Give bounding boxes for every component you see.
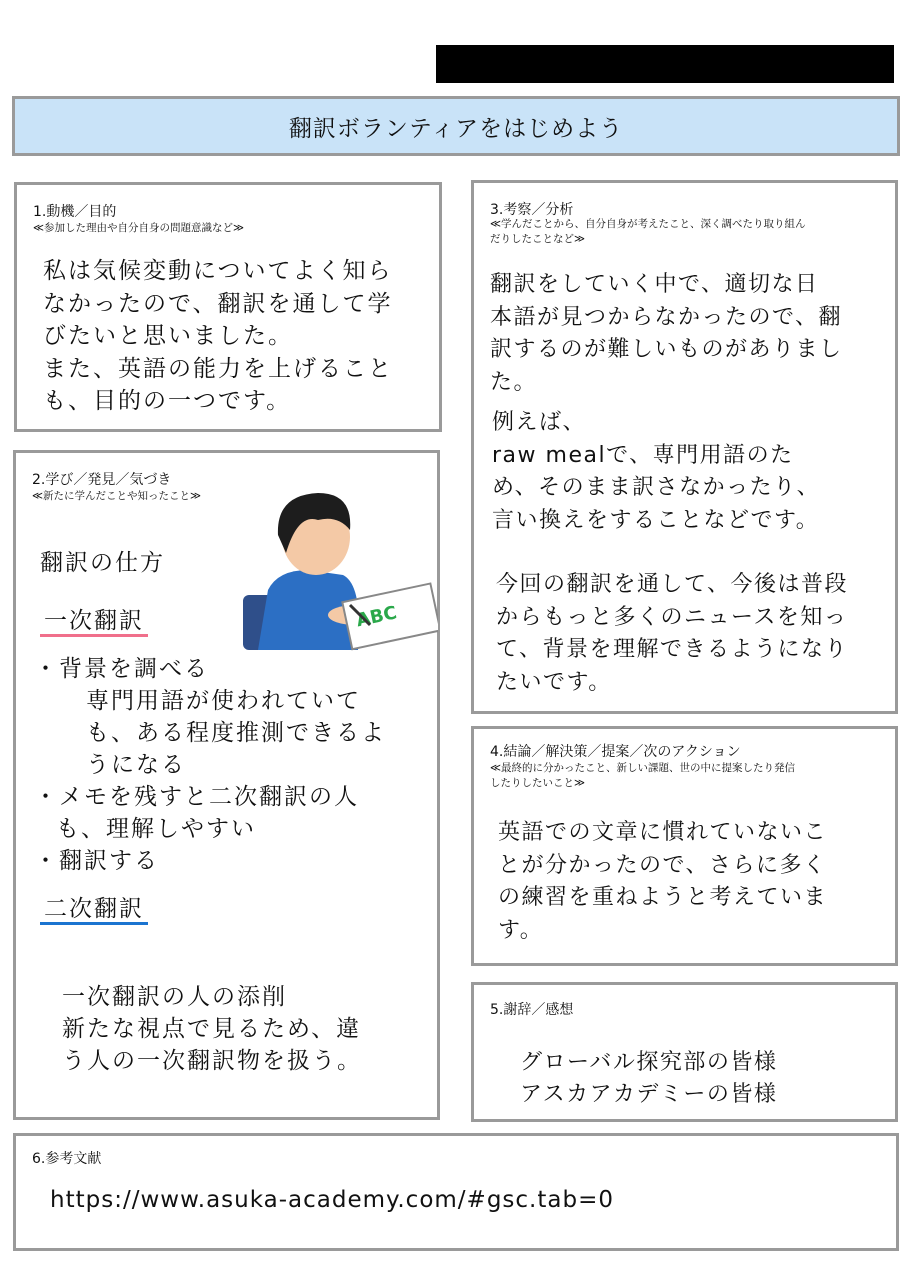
body-line: す。	[498, 917, 544, 943]
bullet-notes-cont: も、理解しやすい	[56, 816, 256, 842]
body-line: また、英語の能力を上げること	[43, 355, 393, 382]
body-line: グローバル探究部の皆様	[520, 1050, 778, 1075]
subheading-line: ≪最終的に分かったこと、新しい課題、世の中に提案したり発信	[490, 762, 795, 774]
analysis-para-2	[492, 407, 820, 537]
body-line: 言い換えをすることなどです。	[492, 507, 820, 533]
body-line: て、背景を理解できるようになり	[496, 637, 849, 662]
body-line: 本語が見つからなかったので、翻	[490, 304, 843, 330]
subheading-line: したりしたいこと≫	[490, 777, 585, 789]
student-writing-illustration	[238, 475, 438, 655]
section-subheading: ≪参加した理由や自分自身の問題意識など≫	[33, 222, 244, 234]
second-line: 一次翻訳の人の添削	[62, 984, 287, 1010]
second-translation-label: 二次翻訳	[40, 896, 148, 925]
body-line: からもっと多くのニュースを知っ	[496, 604, 848, 630]
body-line: アスカアカデミーの皆様	[520, 1082, 778, 1107]
bullet-research: ・背景を調べる	[34, 656, 209, 682]
body-line: たいです。	[496, 669, 612, 695]
redacted-block	[436, 45, 894, 83]
bullet-detail-line: 専門用語が使われていて	[86, 688, 361, 714]
analysis-para-3	[496, 569, 848, 699]
reference-url[interactable]: https://www.asuka-academy.com/#gsc.tab=0	[50, 1187, 614, 1213]
first-translation-heading	[40, 605, 148, 638]
section-conclusion	[471, 726, 898, 966]
bullet-detail-line: うになる	[86, 752, 186, 778]
thanks-body	[520, 1047, 777, 1111]
first-translation-label: 一次翻訳	[40, 608, 148, 637]
section-heading: 2.学び／発見／気づき	[32, 472, 172, 488]
section-subheading: ≪新たに学んだことや知ったこと≫	[32, 490, 201, 502]
page-title-bar	[12, 96, 900, 156]
body-line: なかったので、翻訳を通して学	[43, 290, 393, 317]
body-line: め、そのまま訳さなかったり、	[492, 475, 821, 500]
section-heading: 3.考察／分析	[490, 202, 574, 218]
section-body	[43, 255, 393, 418]
section-subheading	[490, 761, 795, 791]
illustration-text: ABC	[354, 602, 399, 632]
body-line: 訳するのが難しいものがありまし	[490, 337, 843, 362]
section-heading: 6.参考文献	[32, 1151, 102, 1167]
body-line: 例えば、	[492, 410, 587, 435]
section-references	[13, 1133, 899, 1251]
section-motivation	[14, 182, 442, 432]
body-line: の練習を重ねようと考えていま	[498, 885, 828, 910]
section-heading: 1.動機／目的	[33, 204, 117, 220]
section-learnings	[13, 450, 440, 1120]
section-subheading	[490, 217, 806, 247]
section-analysis	[471, 180, 898, 714]
subheading-line: ≪学んだことから、自分自身が考えたこと、深く調べたり取り組ん	[490, 218, 806, 230]
section-thanks	[471, 982, 898, 1122]
body-line: びたいと思いました。	[43, 323, 293, 349]
bullet-notes: ・メモを残すと二次翻訳の人	[34, 784, 359, 810]
body-line: 今回の翻訳を通して、今後は普段	[496, 572, 849, 597]
second-translation-heading	[40, 893, 148, 926]
body-line: 私は気候変動についてよく知ら	[43, 258, 393, 284]
body-line: も、目的の一つです。	[43, 388, 292, 414]
bullet-detail-line: も、ある程度推測できるよ	[86, 720, 386, 746]
section-heading: 5.謝辞／感想	[490, 1002, 574, 1018]
bullet-translate: ・翻訳する	[34, 848, 159, 874]
subheading-line: だりしたことなど≫	[490, 233, 585, 245]
body-line: とが分かったので、さらに多く	[498, 852, 827, 878]
body-line: 翻訳をしていく中で、適切な日	[490, 272, 819, 297]
page-title: 翻訳ボランティアをはじめよう	[288, 115, 624, 142]
body-line: 英語での文章に慣れていないこ	[498, 820, 828, 845]
body-line: raw mealで、専門用語のた	[492, 442, 794, 468]
second-line: う人の一次翻訳物を扱う。	[62, 1048, 362, 1074]
conclusion-body	[498, 817, 827, 947]
analysis-para-1	[490, 269, 843, 399]
section-heading: 4.結論／解決策／提案／次のアクション	[490, 744, 741, 760]
second-line: 新たな視点で見るため、違	[62, 1016, 362, 1042]
body-line: た。	[490, 369, 538, 395]
method-title: 翻訳の仕方	[40, 550, 165, 576]
